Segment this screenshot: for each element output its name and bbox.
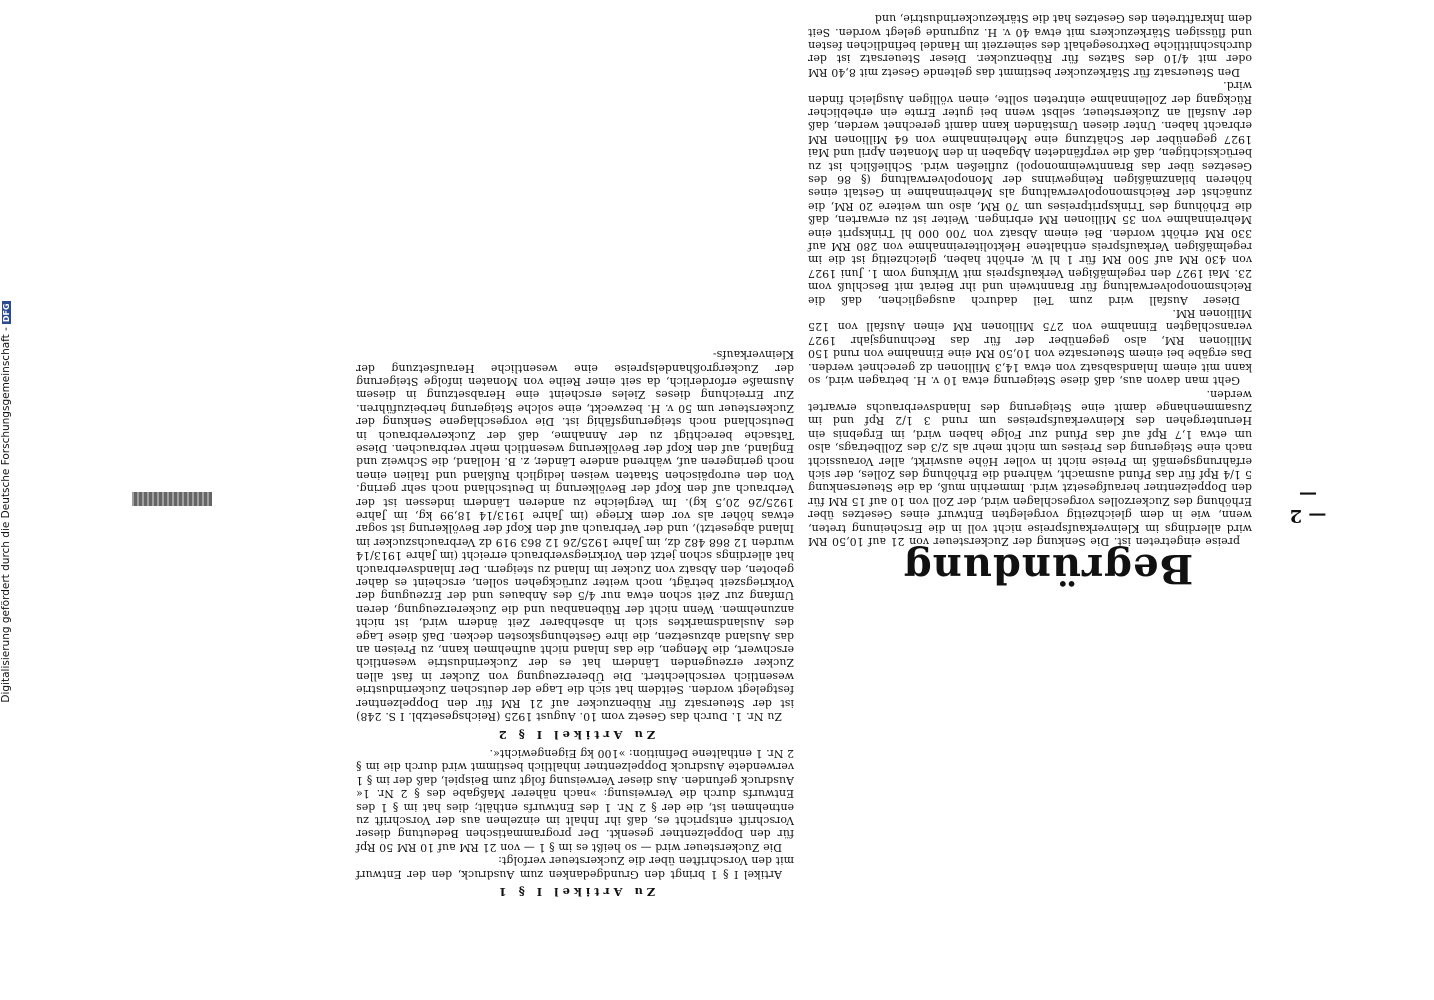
paragraph: Geht man davon aus, daß diese Steigerung etwa 10 v. H. betragen wird, so kann mit einem Inlandsabsatz von etwa 14,3 Millionen dz gerechnet werden. Das ergäbe bei einem Steuersatze von 10,50 RM eine Einnahme von rund 150 Millionen RM, also gegenüber der für das Rechnungsjahr 1927 veranschlagten Einnahme von 275 Millionen RM einen Ausfall von 125 Millionen RM. (808, 307, 1252, 388)
paragraph: Den Steuersatz für Stärkezucker bestimmt das geltende Gesetz mit 8,40 RM oder mit 4/10 des Satzes für Rübenzucker. Dieser Steuersatz ist der durchschnittliche Dextrosegehalt des seinerzeit im Handel befindlichen festen und flüssigen Stärkezuckers mit etwa 40 v. H. zugrunde gelegt worden. Seit dem Inkrafttreten des Gesetzes hat die Stärkezuckerindustrie, und (808, 12, 1252, 79)
footer-text: Digitalisierung gefördert durch die Deutsche Forschungsgemeinschaft - (0, 327, 12, 703)
paragraph: Die Zuckersteuer wird — so heißt es im § 1 — von 21 RM auf 10 RM 50 Rpf für den Doppelzentner gesenkt. Der programmatischen Bedeutung dieser Vorschrift entspricht es, daß ihr Inhalt im einzelnen aus der Vorschrift zu entnehmen ist, die der § 2 Nr. 1 des Entwurfs enthält; dies hat im § 1 des Entwurfs durch die Verweisung: »nach näherer Maßgabe des § 2 Nr. 1« Ausdruck gefunden. Aus dieser Verweisung folgt zum Beispiel, daß der im § 1 verwendete Ausdruck Doppelzentner inhaltlich bestimmt wird durch die im § 2 Nr. 1 enthaltene Definition: »100 kg Eigengewicht«. (356, 746, 794, 854)
paragraph: Dieser Ausfall wird zum Teil dadurch ausgeglichen, daß die Reichsmonopolverwaltung für Branntwein und ihr Beirat mit Beschluß vom 23. Mai 1927 den regelmäßigen Verkaufspreis mit Wirkung vom 1. Juni 1927 von 430 RM auf 500 RM für 1 hl W. erhöht haben, gleichzeitig ist die im regelmäßigen Verkaufspreis enthaltene Hektolitereinnahme von 280 RM auf 330 RM erhöht worden. Bei einem Absatz von 700 000 hl Trinksprit eine Mehreinnahme von 35 Millionen RM erbringen. Weiter ist zu erwarten, daß die Erhöhung des Trinkspritpreises um 70 RM, also um weitere 20 RM, die zunächst der Reichsmonopolverwaltung als Mehreinnahme in Gestalt eines höheren bilanzmäßigen Reingewinns der Monopolverwaltung (§ 86 des Gesetzes über das Branntweinmonopol) zufließen wird. Schließlich ist zu berücksichtigen, daß die verpfändeten Abgaben in den Monaten April und Mai 1927 gegenüber der Schätzung eine Mehreinnahme von 64 Millionen RM erbracht haben. Unter diesen Umständen kann damit gerechnet werden, daß der Ausfall an Zuckersteuer, selbst wenn bei guter Ernte ein erheblicher Rückgang der Zolleinnahme eintreten sollte, einen völligen Ausgleich finden wird. (808, 79, 1252, 307)
section-title-1: Zu Artikel I § 1 (494, 885, 656, 899)
paragraph: Artikel I § 1 bringt den Grundgedanken zum Ausdruck, den der Entwurf mit den Vorschriften über die Zuckersteuer verfolgt: (356, 854, 794, 881)
scan-smudge (132, 492, 212, 506)
dfg-logo: DFG (2, 303, 11, 323)
paragraph: preise eingetreten ist. Die Senkung der Zuckersteuer von 21 auf 10,50 RM wird allerdings im Kleinverkaufspreise nicht voll in die Erscheinung treten, wenn, wie in dem gleichzeitig vorgelegten Entwurf eines Gesetzes über Erhöhung des Zuckerzolles vorgeschlagen wird, der Zoll von 10 auf 15 RM für den Doppelzentner heraufgesetzt wird. Immerhin muß, da die Steuersenkung 5 1/4 Rpf für das Pfund ausmacht, während die Erhöhung des Zolles, der sich erfahrungsgemäß im Preise nicht in voller Höhe auswirkt, aller Voraussicht nach eine Steigerung des Preises um nicht mehr als 2/3 des Zollbetrags, also um etwa 1,7 Rpf auf das Pfund zur Folge haben wird, im Ergebnis ein Heruntergehen des Kleinverkaufspreises um rund 3 1/2 Rpf und im Zusammenhange damit eine Steigerung des Inlandsverbrauchs erwartet werden. (808, 387, 1252, 548)
page-heading: Begründung (902, 545, 1194, 592)
digitization-footer (0, 12, 16, 992)
left-column (356, 88, 794, 904)
paragraph: Zu Nr. 1. Durch das Gesetz vom 10. August 1925 (Reichsgesetzbl. I S. 248) ist der Steuersatz für Rübenzucker auf 21 RM für den Doppelzentner festgelegt worden. Seitdem hat sich die Lage der deutschen Zuckerindustrie wesentlich verschlechtert. Die Übererzeugung von Zucker in fast allen Zucker erzeugenden Ländern hat es der Zuckerindustrie wesentlich erschwert, die Mengen, die das Inland nicht aufnehmen kann, zu Preisen an das Ausland abzusetzen, die ihre Gestehungskosten decken. Daß diese Lage des Auslandsmarktes sich in absehbarer Zeit ändern wird, ist nicht anzunehmen. Wenn nicht der Rübenanbau und die Zuckererzeugung, deren Umfang zur Zeit schon etwa nur 4/5 des Anbaues und der Erzeugung der Vorkriegszeit beträgt, noch weiter zurückgehen sollen, erscheint es daher geboten, den Absatz von Zucker im Inland zu steigern. Der Inlandsverbrauch hat allerdings schon jetzt den Vorkriegsverbrauch erreicht (im Jahre 1913/14 wurden 12 868 482 dz, im Jahre 1925/26 12 863 919 dz Verbrauchszucker im Inland abgesetzt), und der Verbrauch auf den Kopf der Bevölkerung ist sogar etwas höher als vor dem Kriege (im Jahre 1913/14 18,99 kg, im Jahre 1925/26 20,5 kg). Im Vergleiche zu anderen Ländern indessen ist der Verbrauch auf den Kopf der Bevölkerung in Deutschland noch sehr gering. Von den europäischen Staaten weisen lediglich Rußland und Italien einen noch geringeren auf, während andere Länder, z. B. Holland, die Schweiz und England, auf den Kopf der Bevölkerung wesentlich mehr verbrauchen. Diese Tatsache berechtigt zu der Annahme, daß der Zuckerverbrauch in Deutschland noch steigerungsfähig ist. Die vorgeschlagene Senkung der Zuckersteuer um 50 v. H. bezweckt, eine solche Steigerung herbeizuführen. Zur Erreichung dieses Zieles erscheint eine Herabsetzung in diesem Ausmaße erforderlich, da seit einer Reihe von Monaten infolge Steigerung der Zuckergroßhandelspreise eine wesentliche Heraufsetzung der Kleinverkaufs- (356, 348, 794, 724)
section-title-2: Zu Artikel I § 2 (494, 727, 656, 742)
page-number: — 2 — (1289, 484, 1327, 526)
right-column (808, 12, 1252, 548)
